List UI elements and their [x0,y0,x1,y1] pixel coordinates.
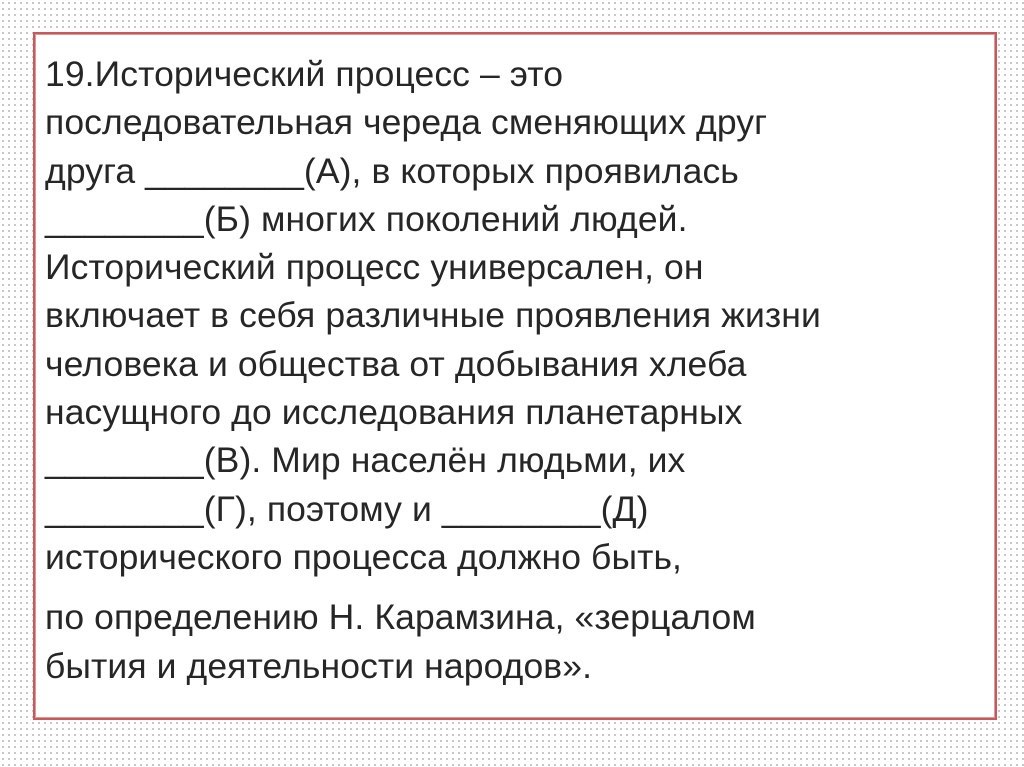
text-line: 19.Исторический процесс – это [45,54,564,94]
text-line: Исторический процесс универсален, он [45,247,704,288]
text-line: последовательная череда сменяющих друг [45,102,768,143]
text-line: бытия и деятельности народов». [45,645,593,686]
text-frame [33,32,997,720]
text-line: ________(Г), поэтому и ________(Д) [45,488,649,529]
text-line: друга ________(А), в которых проявилась [45,150,739,191]
text-line: насущного до исследования планетарных [45,392,743,433]
text-line: включает в себя различные проявления жизни [45,295,821,336]
question-text [45,50,985,690]
text-line: ________(Б) многих поколений людей. [45,198,688,239]
text-line: человека и общества от добывания хлеба [45,343,747,384]
text-line: по определению Н. Карамзина, «зерцалом [45,597,756,638]
text-line: исторического процесса должно быть, [45,536,683,577]
text-line: ________(В). Мир населён людьми, их [45,440,686,481]
